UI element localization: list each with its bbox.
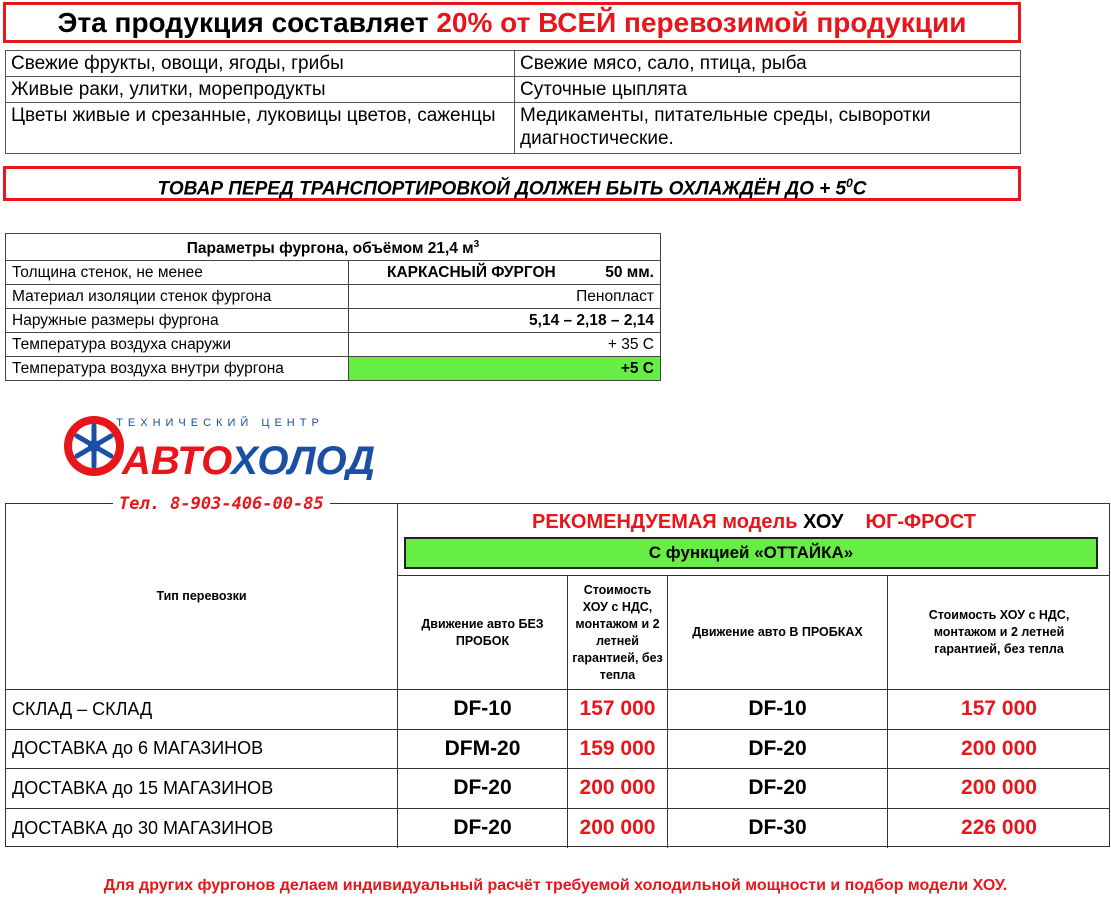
van-parameters-table bbox=[5, 233, 661, 381]
headline-banner bbox=[3, 2, 1021, 43]
frame-van-label: КАРКАСНЫЙ ФУРГОН bbox=[387, 263, 556, 281]
col-header-traffic: Движение авто В ПРОБКАХ bbox=[668, 576, 888, 690]
price-traffic: 157 000 bbox=[888, 690, 1110, 730]
logo-brand: АВТОХОЛОД bbox=[122, 439, 375, 480]
wall-thickness-value: 50 мм. bbox=[605, 263, 654, 281]
param-value-highlight: +5 С bbox=[349, 357, 661, 381]
recommended-title: РЕКОМЕНДУЕМАЯ модель ХОУ ЮГ-ФРОСТ bbox=[532, 511, 976, 533]
param-label: Толщина стенок, не менее bbox=[6, 261, 349, 285]
phone-number: Тел. 8-903-406-00-85 bbox=[113, 494, 330, 514]
transport-type: СКЛАД – СКЛАД bbox=[6, 690, 398, 730]
transport-type-header: Тип перевозки bbox=[6, 504, 398, 690]
price-traffic: 226 000 bbox=[961, 816, 1037, 840]
table-row bbox=[6, 234, 661, 261]
price-traffic: 200 000 bbox=[888, 769, 1110, 809]
product-cell: Свежие мясо, сало, птица, рыба bbox=[515, 51, 1021, 77]
headline-prefix: Эта продукция составляет bbox=[57, 7, 437, 38]
col-header-price: Стоимость ХОУ с НДС, монтажом и 2 летней гарантией, без тепла bbox=[568, 576, 668, 690]
table-row bbox=[6, 357, 661, 381]
cooling-text: ТОВАР ПЕРЕД ТРАНСПОРТИРОВКОЙ ДОЛЖЕН БЫТЬ ОХЛАЖДЁН ДО + 5 bbox=[157, 178, 847, 200]
model-no-traffic: DF-20 bbox=[398, 809, 568, 849]
product-cell: Свежие фрукты, овощи, ягоды, грибы bbox=[6, 51, 515, 77]
price-no-traffic: 200 000 bbox=[568, 769, 668, 809]
footer-note: Для других фургонов делаем индивидуальный расчёт требуемой холодильной мощности и подбор модели ХОУ. bbox=[103, 877, 1008, 894]
van-title-sup: 3 bbox=[473, 239, 480, 250]
table-row bbox=[6, 261, 661, 285]
transport-type: ДОСТАВКА до 15 МАГАЗИНОВ bbox=[6, 769, 398, 809]
col-header-no-traffic: Движение авто БЕЗ ПРОБОК bbox=[398, 576, 568, 690]
model-no-traffic: DF-20 bbox=[398, 769, 568, 809]
model-traffic: DF-20 bbox=[668, 730, 888, 770]
product-cell: Суточные цыплята bbox=[515, 77, 1021, 103]
model-traffic: DF-30 bbox=[668, 809, 888, 849]
table-row bbox=[6, 333, 661, 357]
product-cell: Цветы живые и срезанные, луковицы цветов, саженцы bbox=[6, 103, 515, 154]
table-row bbox=[6, 309, 661, 333]
cooling-degree: 0 bbox=[846, 176, 853, 190]
table-row bbox=[6, 103, 1021, 154]
van-table-title bbox=[6, 234, 661, 261]
model-traffic: DF-20 bbox=[668, 769, 888, 809]
recommended-header bbox=[398, 504, 1110, 576]
headline-highlight: 20% от ВСЕЙ перевозимой продукции bbox=[436, 7, 967, 38]
model-no-traffic: DFM-20 bbox=[398, 730, 568, 770]
param-value: + 35 С bbox=[349, 333, 661, 357]
model-no-traffic: DF-10 bbox=[398, 690, 568, 730]
snowflake-icon bbox=[60, 408, 400, 480]
logo-subtitle: ТЕХНИЧЕСКИЙ ЦЕНТР bbox=[116, 417, 324, 429]
table-row bbox=[6, 51, 1021, 77]
products-table bbox=[5, 50, 1021, 154]
param-value: 5,14 – 2,18 – 2,14 bbox=[349, 309, 661, 333]
price-no-traffic: 159 000 bbox=[568, 730, 668, 770]
product-cell: Медикаменты, питательные среды, сыворотки диагностические. bbox=[515, 103, 1021, 154]
defrost-badge: С функцией «ОТТАЙКА» bbox=[404, 537, 1098, 569]
param-label: Температура воздуха снаружи bbox=[6, 333, 349, 357]
param-label: Температура воздуха внутри фургона bbox=[6, 357, 349, 381]
price-no-traffic: 200 000 bbox=[568, 809, 668, 849]
transport-type: ДОСТАВКА до 6 МАГАЗИНОВ bbox=[6, 730, 398, 770]
recommendation-table bbox=[5, 503, 1110, 847]
col-header-price: Стоимость ХОУ с НДС, монтажом и 2 летней гарантией, без тепла bbox=[888, 576, 1110, 690]
transport-type: ДОСТАВКА до 30 МАГАЗИНОВ bbox=[6, 809, 398, 849]
table-row bbox=[6, 77, 1021, 103]
param-label: Материал изоляции стенок фургона bbox=[6, 285, 349, 309]
cooling-requirement-banner bbox=[3, 166, 1021, 201]
param-label: Наружные размеры фургона bbox=[6, 309, 349, 333]
model-traffic: DF-10 bbox=[668, 690, 888, 730]
company-logo bbox=[60, 408, 400, 480]
cooling-unit: С bbox=[852, 178, 867, 200]
product-cell: Живые раки, улитки, морепродукты bbox=[6, 77, 515, 103]
param-value: Пенопласт bbox=[349, 285, 661, 309]
price-no-traffic: 157 000 bbox=[568, 690, 668, 730]
table-row bbox=[6, 285, 661, 309]
param-value bbox=[349, 261, 661, 285]
van-title-text: Параметры фургона, объёмом 21,4 м bbox=[186, 240, 474, 258]
price-traffic: 200 000 bbox=[888, 730, 1110, 770]
